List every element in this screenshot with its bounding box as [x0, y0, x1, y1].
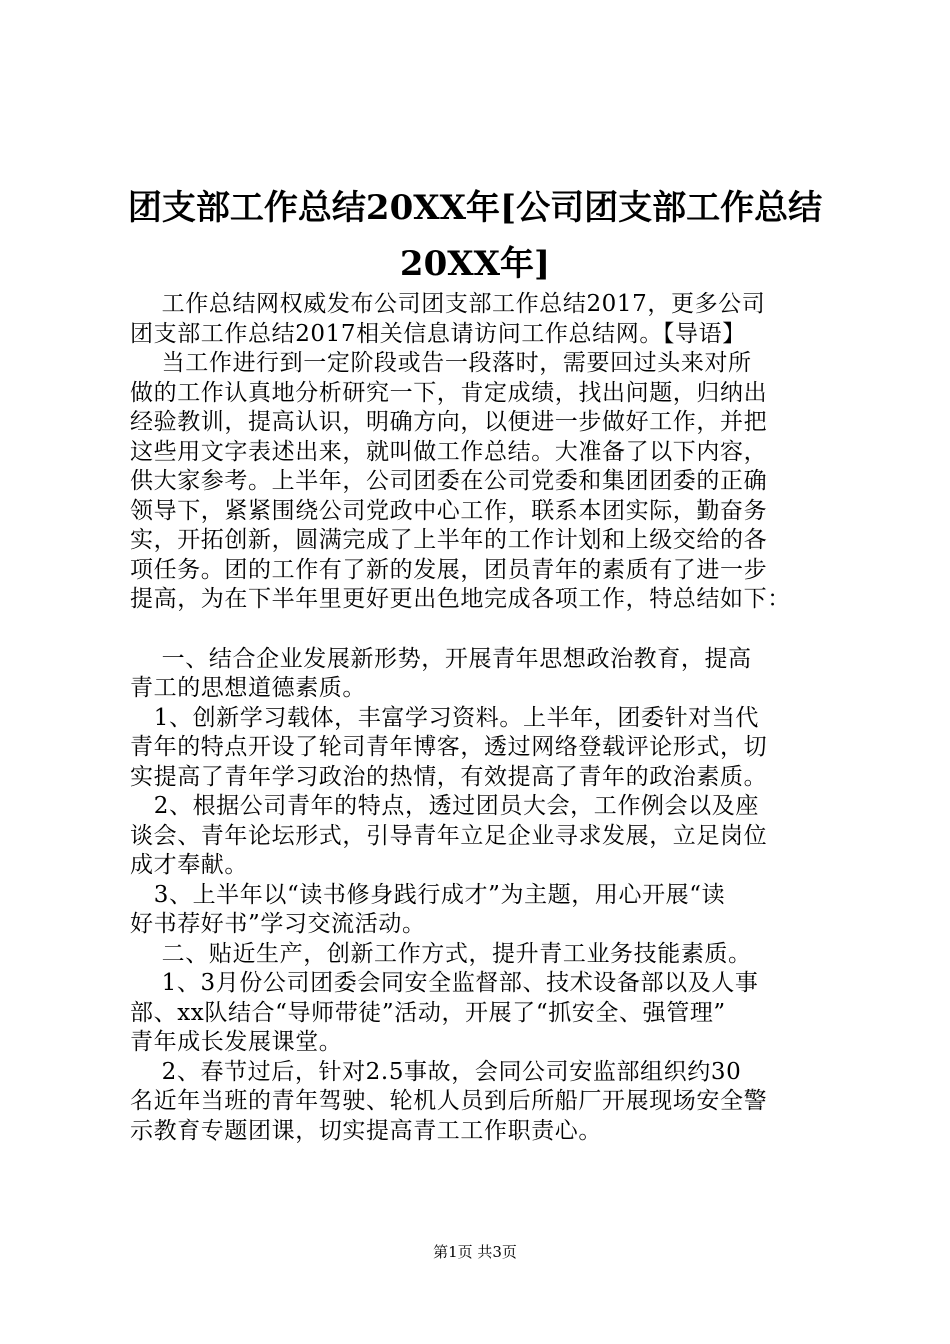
- body-line: 二、贴近生产，创新工作方式，提升青工业务技能素质。: [130, 940, 752, 967]
- body-line: 2、春节过后，针对2.5事故，会同公司安监部组织约30: [130, 1058, 742, 1085]
- body-line: 青工的思想道德素质。: [130, 675, 366, 701]
- document-title-line-2: 20XX年]: [399, 244, 551, 284]
- body-line: 实，开拓创新，圆满完成了上半年的工作计划和上级交给的各: [130, 527, 768, 553]
- body-line: 当工作进行到一定阶段或告一段落时，需要回过头来对所: [130, 350, 752, 376]
- body-line: 1、3月份公司团委会同安全监督部、技术设备部以及人事: [130, 970, 759, 996]
- document-title-line-1: 团支部工作总结20XX年[公司团支部工作总结: [127, 188, 823, 228]
- body-line: [130, 615, 830, 645]
- body-line: 谈会、青年论坛形式，引导青年立足企业寻求发展，立足岗位: [130, 822, 768, 849]
- document-body: [130, 290, 830, 1146]
- body-line: 这些用文字表述出来，就叫做工作总结。大准备了以下内容，: [130, 438, 768, 465]
- body-line: 部、xx队结合“导师带徒”活动，开展了“抓安全、强管理”: [130, 999, 726, 1026]
- body-line: 经验教训，提高认识，明确方向，以便进一步做好工作，并把: [130, 409, 768, 435]
- body-line: 供大家参考。上半年，公司团委在公司党委和集团团委的正确: [130, 468, 768, 494]
- body-line: 示教育专题团课，切实提高青工工作职责心。: [130, 1117, 602, 1144]
- body-line: 1、创新学习载体，丰富学习资料。上半年，团委针对当代: [130, 704, 759, 731]
- body-line: 青年的特点开设了轮司青年博客，透过网络登载评论形式，切: [130, 734, 768, 760]
- body-line: 领导下，紧紧围绕公司党政中心工作，联系本团实际，勤奋务: [130, 497, 768, 524]
- body-line: 名近年当班的青年驾驶、轮机人员到后所船厂开展现场安全警: [130, 1088, 768, 1114]
- body-line: 青年成长发展课堂。: [130, 1029, 343, 1055]
- body-line: 提高，为在下半年里更好更出色地完成各项工作，特总结如下：: [130, 586, 791, 612]
- body-line: 一、结合企业发展新形势，开展青年思想政治教育，提高: [130, 645, 752, 672]
- body-line: 做的工作认真地分析研究一下，肯定成绩，找出问题，归纳出: [130, 379, 768, 406]
- body-line: 成才奉献。: [130, 852, 248, 878]
- body-line: 工作总结网权威发布公司团支部工作总结2017，更多公司: [130, 291, 766, 317]
- body-line: 3、上半年以“读书修身践行成才”为主题，用心开展“读: [130, 881, 726, 908]
- body-line: 实提高了青年学习政治的热情，有效提高了青年的政治素质。: [130, 763, 768, 790]
- page-footer: 第1页 共3页: [433, 1243, 517, 1261]
- body-line: 2、根据公司青年的特点，透过团员大会，工作例会以及座: [130, 793, 759, 819]
- body-line: 团支部工作总结2017相关信息请访问工作总结网。【导语】: [130, 320, 746, 347]
- body-line: 好书荐好书”学习交流活动。: [130, 911, 426, 937]
- body-line: 项任务。团的工作有了新的发展，团员青年的素质有了进一步: [130, 556, 768, 583]
